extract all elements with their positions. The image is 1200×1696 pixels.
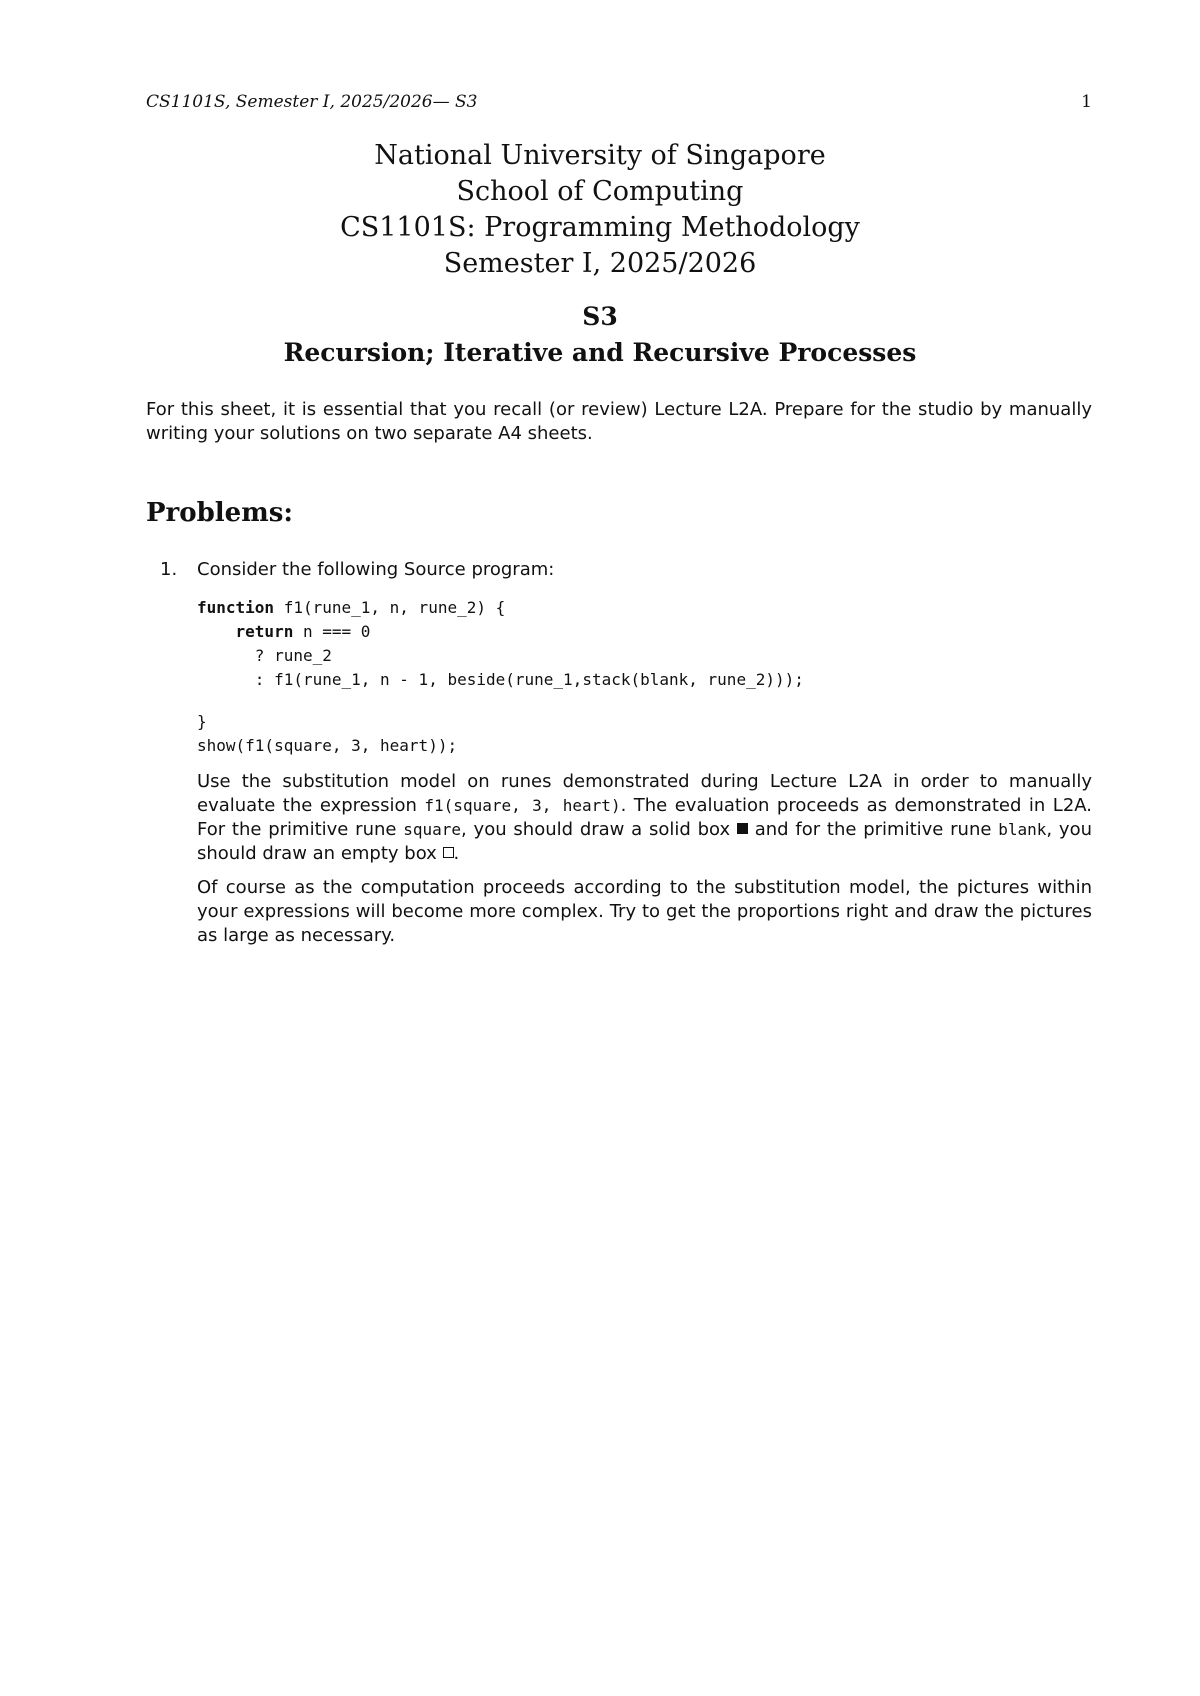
problem-paragraph-1: [197, 770, 1092, 866]
semester: Semester I, 2025/2026: [443, 248, 757, 279]
code-line-2: [197, 620, 1092, 644]
sheet-title: Recursion; Iterative and Recursive Processes: [283, 338, 917, 367]
university-name: National University of Singapore: [374, 140, 826, 171]
code-line-1: [197, 596, 1092, 620]
empty-box-icon: [443, 847, 454, 858]
text-run: . The evaluation proceeds as demonstrated in L2A. For the primitive rune: [197, 795, 1092, 840]
code-keyword-function: function: [197, 598, 275, 617]
text-run: , you should draw an empty box: [197, 819, 1092, 864]
problem-1: [146, 558, 1092, 948]
code-gap: [197, 692, 1092, 710]
code-line-4: : f1(rune_1, n - 1, beside(rune_1,stack(blank, rune_2)));: [197, 670, 804, 689]
problem-lead: Consider the following Source program:: [197, 559, 555, 580]
inline-code-square: square: [403, 820, 462, 839]
code-line-1-rest: f1(rune_1, n, rune_2) {: [274, 598, 506, 617]
inline-code-blank: blank: [998, 820, 1047, 839]
running-header: [146, 92, 1092, 116]
code-line-3: ? rune_2: [197, 646, 332, 665]
problem-body: [197, 558, 1092, 948]
running-header-title: CS1101S, Semester I, 2025/2026— S3: [146, 92, 478, 112]
text-run: , you should draw a solid box: [461, 819, 737, 840]
code-line-5: }: [197, 712, 207, 731]
problem-number: 1.: [160, 559, 178, 580]
code-line-6: show(f1(square, 3, heart));: [197, 736, 458, 755]
problem-paragraph-2: Of course as the computation proceeds according to the substitution model, the pictures within your expressions will become more complex. Try to get the proportions right and draw the pictures as large as necessary.: [197, 877, 1092, 946]
school-name: School of Computing: [456, 176, 744, 207]
code-block: [197, 596, 1092, 758]
code-line-2-rest: n === 0: [293, 622, 371, 641]
sheet-id: S3: [582, 302, 618, 331]
code-keyword-return: return: [235, 622, 294, 641]
inline-code-expression: f1(square, 3, heart): [424, 796, 621, 815]
intro-paragraph: For this sheet, it is essential that you recall (or review) Lecture L2A. Prepare for the studio by manually writing your solutions on two separate A4 sheets.: [146, 399, 1092, 444]
solid-box-icon: [737, 823, 748, 834]
code-indent: [197, 622, 236, 641]
text-run: .: [453, 843, 460, 864]
text-run: and for the primitive rune: [747, 819, 999, 840]
course-name: CS1101S: Programming Methodology: [340, 212, 860, 243]
section-heading-problems: Problems:: [146, 498, 293, 528]
text-run: Use the substitution model on runes demonstrated during Lecture L2A in order to manually evaluate the expression: [197, 771, 1092, 816]
title-block: [0, 138, 1200, 370]
page-number: 1: [1081, 92, 1092, 112]
